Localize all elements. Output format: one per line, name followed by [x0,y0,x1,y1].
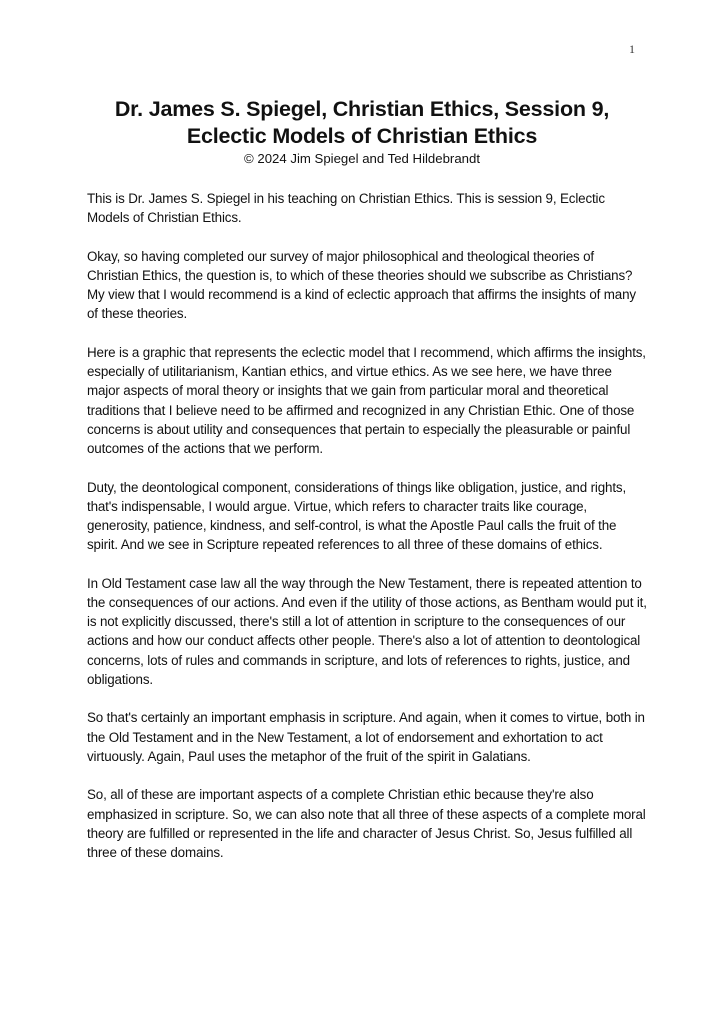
copyright-notice: © 2024 Jim Spiegel and Ted Hildebrandt [243,151,480,166]
paragraph-duty-virtue: Duty, the deontological component, considerations of things like obligation, justice, and rights, that's indispensable, I would argue. Virtue, which refers to character traits like courage, generosity, patience, kindness, and self-control, is what the Apostle Paul calls the fruit of the spirit. And we see in Scripture repeated references to all three of these domains of ethics. [87,479,627,553]
page-number: 1 [629,42,635,56]
document-title-line-2: Eclectic Models of Christian Ethics [186,124,538,148]
paragraph-intro: This is Dr. James S. Spiegel in his teaching on Christian Ethics. This is session 9, Eclectic Models of Christian Ethics. [87,191,605,226]
document-header [60,96,664,168]
document-title-line-1: Dr. James S. Spiegel, Christian Ethics, Session 9, [114,97,610,121]
document-body [87,189,647,882]
paragraph-survey: Okay, so having completed our survey of major philosophical and theological theories of Christian Ethics, the question is, to which of these theories should we subscribe as Christians? My view that I would recommend is a kind of eclectic approach that affirms the insights of many of these theories. [87,248,636,322]
paragraph-old-testament: In Old Testament case law all the way through the New Testament, there is repeated attention to the consequences of our actions. And even if the utility of those actions, as Bentham would put it, is not explicitly discussed, there's still a lot of attention in scripture to the consequences of our actions and how our conduct affects other people. There's also a lot of attention to deontological concerns, lots of rules and commands in scripture, and lots of references to rights, justice, and obligations. [87,575,647,687]
paragraph-conclusion: So, all of these are important aspects of a complete Christian ethic because they're also emphasized in scripture. So, we can also note that all three of these aspects of a complete moral theory are fulfilled or represented in the life and character of Jesus Christ. So, Jesus fulfilled all three of these domains. [87,787,646,861]
paragraph-graphic: Here is a graphic that represents the eclectic model that I recommend, which affirms the insights, especially of utilitarianism, Kantian ethics, and virtue ethics. As we see here, we have three major aspects of moral theory or insights that we gain from particular moral and theoretical traditions that I believe need to be affirmed and recognized in any Christian Ethic. One of those concerns is about utility and consequences that pertain to especially the pleasurable or painful outcomes of the actions that we perform. [87,345,646,457]
paragraph-emphasis: So that's certainly an important emphasis in scripture. And again, when it comes to virtue, both in the Old Testament and in the New Testament, a lot of endorsement and exhortation to act virtuously. Again, Paul uses the metaphor of the fruit of the spirit in Galatians. [87,710,645,764]
